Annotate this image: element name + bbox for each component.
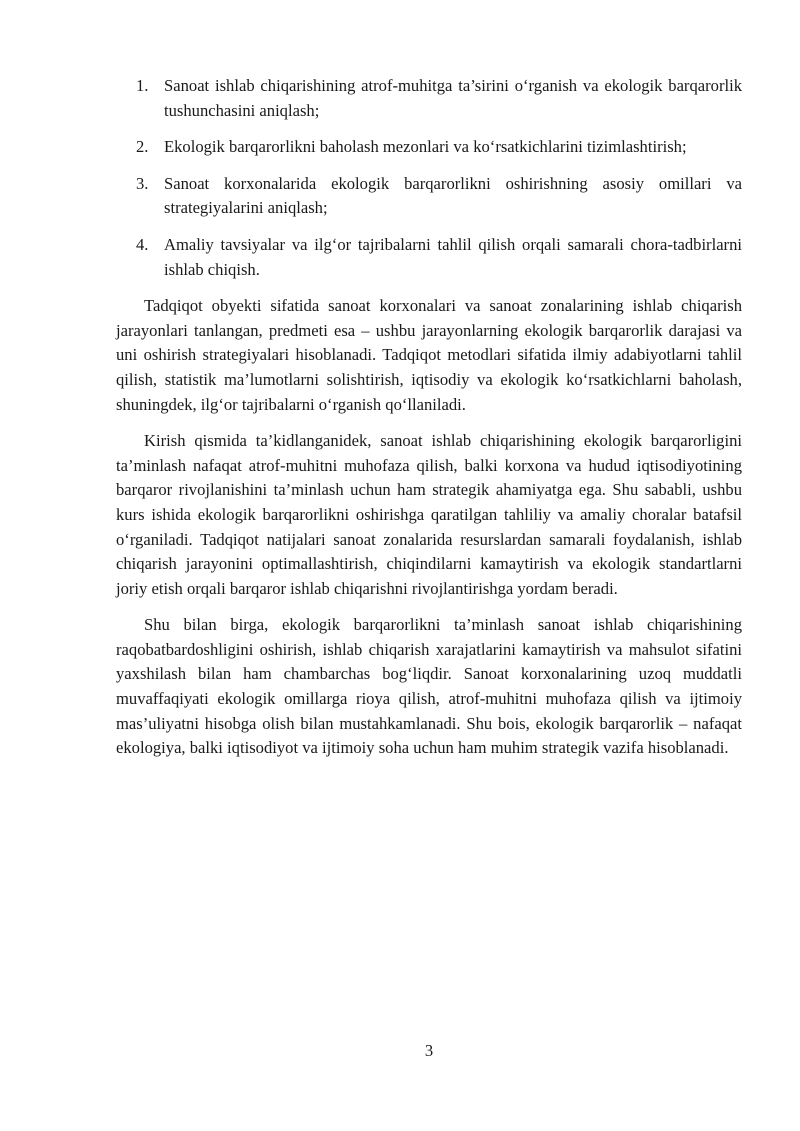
paragraph-introduction-summary: Kirish qismida ta’kidlanganidek, sanoat ishlab chiqarishining ekologik barqarorligini ta’minlash nafaqat atrof-muhitni muhofaza qilish, balki korxona va hudud iqtisodiyotining barqaror rivojlanishini ta’minlash uchun ham strategik ahamiyatga ega. Shu sababli, ushbu kurs ishida ekologik barqarorlikni oshirishga qaratilgan tahliliy va amaliy choralar batafsil o‘rganiladi. Tadqiqot natijalari sanoat zonalarida resurslardan samarali foydalanish, ishlab chiqarish jarayonini optimallashtirish, chiqindilarni kamaytirish va ekologik standartlarni joriy etish orqali barqaror ishlab chiqarishni rivojlantirishga yordam beradi.	[116, 431, 742, 598]
list-item	[116, 172, 742, 221]
list-item-text: Amaliy tavsiyalar va ilg‘or tajribalarni tahlil qilish orqali samarali chora-tadbirlarni ishlab chiqish.	[164, 234, 742, 279]
list-item-number: 3.	[136, 173, 149, 193]
list-item	[116, 233, 742, 282]
list-item-number: 2.	[136, 137, 149, 157]
list-item-text: Sanoat ishlab chiqarishining atrof-muhitga ta’sirini o‘rganish va ekologik barqarorlik tushunchasini aniqlash;	[164, 76, 742, 120]
list-item-text: Ekologik barqarorlikni baholash mezonlari va ko‘rsatkichlarini tizimlashtirish;	[164, 137, 687, 157]
list-item	[116, 135, 742, 160]
document-page	[116, 74, 742, 773]
page-number: 3	[424, 1041, 434, 1060]
list-item-number: 1.	[136, 76, 149, 95]
objectives-list	[116, 74, 742, 282]
paragraph-competitiveness: Shu bilan birga, ekologik barqarorlikni ta’minlash sanoat ishlab chiqarishining raqobatbardoshligini oshirish, ishlab chiqarish xarajatlarini kamaytirish va mahsulot sifatini yaxshilash bilan ham chambarchas bog‘liqdir. Sanoat korxonalarining uzoq muddatli muvaffaqiyati ekologik omillarga rioya qilish, atrof-muhitni muhofaza qilish va ijtimoiy mas’uliyatni hisobga olish bilan mustahkamlanadi. Shu bois, ekologik barqarorlik – nafaqat ekologiya, balki iqtisodiyot va ijtimoiy soha uchun ham muhim strategik vazifa hisoblanadi.	[116, 615, 742, 758]
list-item-text: Sanoat korxonalarida ekologik barqarorlikni oshirishning asosiy omillari va strategiyalarini aniqlash;	[164, 173, 742, 218]
paragraph-research-object: Tadqiqot obyekti sifatida sanoat korxonalari va sanoat zonalarining ishlab chiqarish jarayonlari tanlangan, predmeti esa – ushbu jarayonlarning ekologik barqarorlik darajasi va uni oshirish strategiyalari hisoblanadi. Tadqiqot metodlari sifatida ilmiy adabiyotlarni tahlil qilish, statistik ma’lumotlarni solishtirish, iqtisodiy va ekologik ko‘rsatkichlarni baholash, shuningdek, ilg‘or tajribalarni o‘rganish qo‘llaniladi.	[116, 296, 742, 414]
list-item-number: 4.	[136, 234, 149, 254]
list-item	[116, 74, 742, 123]
